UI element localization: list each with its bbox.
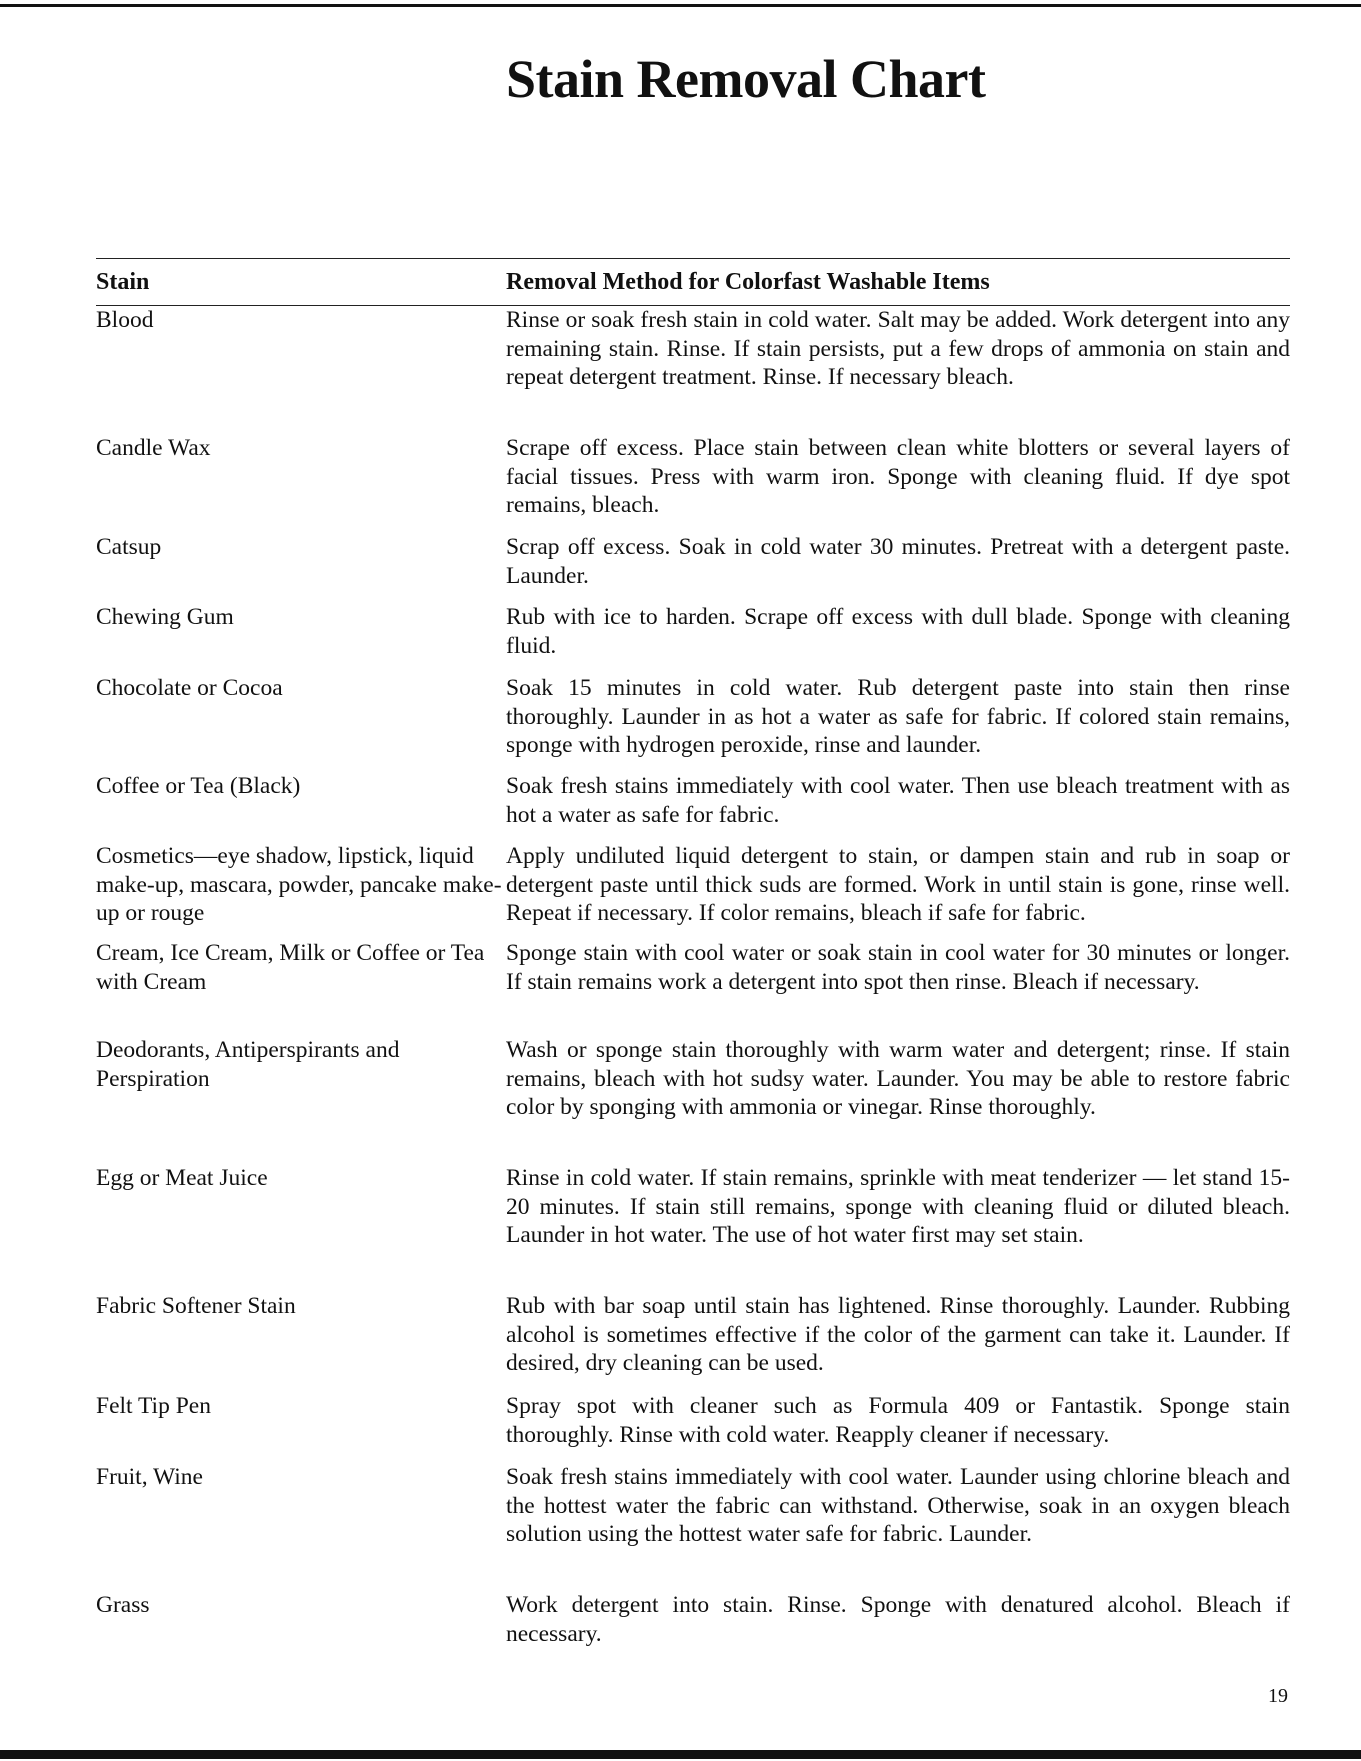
stain-name: Felt Tip Pen	[96, 1393, 211, 1419]
table-row	[96, 306, 1290, 434]
table-row	[96, 1463, 1290, 1591]
stain-name: Grass	[96, 1592, 150, 1618]
removal-method: Rub with bar soap until stain has lightened. Rinse thoroughly. Launder. Rubbing alcohol is sometimes effective if the color of the garment can take it. Launder. If desired, dry cleaning can be used.	[506, 1293, 1290, 1377]
removal-method: Rinse in cold water. If stain remains, sprinkle with meat tenderizer — let stand 15-20 minutes. If stain still remains, sponge with cleaning fluid or diluted bleach. Launder in hot water. The use of hot water first may set stain.	[506, 1165, 1290, 1249]
bottom-border-rule	[0, 1750, 1361, 1759]
removal-method: Work detergent into stain. Rinse. Sponge with denatured alcohol. Bleach if necessary.	[506, 1592, 1290, 1647]
removal-method: Soak fresh stains immediately with cool water. Launder using chlorine bleach and the hottest water the fabric can withstand. Otherwise, soak in an oxygen bleach solution using the hottest water safe for fabric. Launder.	[506, 1464, 1290, 1548]
removal-method: Rub with ice to harden. Scrape off excess with dull blade. Sponge with cleaning fluid.	[506, 604, 1290, 659]
stain-name: Chewing Gum	[96, 604, 234, 630]
stain-name: Coffee or Tea (Black)	[96, 773, 301, 799]
removal-method: Apply undiluted liquid detergent to stain, or dampen stain and rub in soap or detergent paste until thick suds are formed. Work in until stain is gone, rinse well. Repeat if necessary. If color remains, bleach if safe for fabric.	[506, 843, 1290, 927]
header-method: Removal Method for Colorfast Washable Items	[506, 269, 990, 295]
table-row	[96, 1392, 1290, 1463]
top-border-rule	[0, 4, 1361, 7]
removal-method: Soak 15 minutes in cold water. Rub detergent paste into stain then rinse thoroughly. Launder in as hot a water as safe for fabric. If colored stain remains, sponge with hydrogen peroxide, rinse and launder.	[506, 675, 1290, 759]
stain-table	[96, 258, 1290, 1661]
table-row	[96, 1164, 1290, 1292]
removal-method: Sponge stain with cool water or soak stain in cool water for 30 minutes or longer. If stain remains work a detergent into spot then rinse. Bleach if necessary.	[506, 940, 1290, 995]
removal-method: Wash or sponge stain thoroughly with warm water and detergent; rinse. If stain remains, bleach with hot sudsy water. Launder. You may be able to restore fabric color by sponging with ammonia or vinegar. Rinse thoroughly.	[506, 1037, 1290, 1121]
table-row	[96, 1292, 1290, 1392]
table-row	[96, 533, 1290, 603]
table-row	[96, 842, 1290, 939]
stain-name: Egg or Meat Juice	[96, 1165, 268, 1191]
table-row	[96, 772, 1290, 842]
table-header-row	[96, 259, 1290, 305]
table-row	[96, 1036, 1290, 1164]
stain-name: Cream, Ice Cream, Milk or Coffee or Tea with Cream	[96, 940, 485, 995]
removal-method: Scrape off excess. Place stain between clean white blotters or several layers of facial tissues. Press with warm iron. Sponge with cleaning fluid. If dye spot remains, bleach.	[506, 435, 1290, 519]
header-stain: Stain	[96, 269, 150, 295]
table-row	[96, 939, 1290, 1036]
removal-method: Rinse or soak fresh stain in cold water. Salt may be added. Work detergent into any remaining stain. Rinse. If stain persists, put a few drops of ammonia on stain and repeat detergent treatment. Rinse. If necessary bleach.	[506, 307, 1290, 391]
page-title: Stain Removal Chart	[506, 49, 986, 109]
table-row	[96, 603, 1290, 674]
removal-method: Soak fresh stains immediately with cool water. Then use bleach treatment with as hot a water as safe for fabric.	[506, 773, 1290, 828]
stain-name: Candle Wax	[96, 435, 211, 461]
stain-name: Catsup	[96, 534, 162, 560]
removal-method: Scrap off excess. Soak in cold water 30 minutes. Pretreat with a detergent paste. Launder.	[506, 534, 1290, 589]
stain-name: Chocolate or Cocoa	[96, 675, 283, 701]
page-number: 19	[1268, 1685, 1288, 1707]
table-row	[96, 1591, 1290, 1661]
stain-name: Fabric Softener Stain	[96, 1293, 296, 1319]
removal-method: Spray spot with cleaner such as Formula 409 or Fantastik. Sponge stain thoroughly. Rinse with cold water. Reapply cleaner if necessary.	[506, 1393, 1290, 1448]
stain-name: Fruit, Wine	[96, 1464, 203, 1490]
stain-name: Cosmetics—eye shadow, lipstick, liquid make-up, mascara, powder, pancake make-up or rouge	[96, 843, 502, 927]
table-row	[96, 434, 1290, 533]
stain-name: Deodorants, Antiperspirants and Perspiration	[96, 1037, 400, 1092]
stain-name: Blood	[96, 307, 154, 333]
table-row	[96, 674, 1290, 772]
